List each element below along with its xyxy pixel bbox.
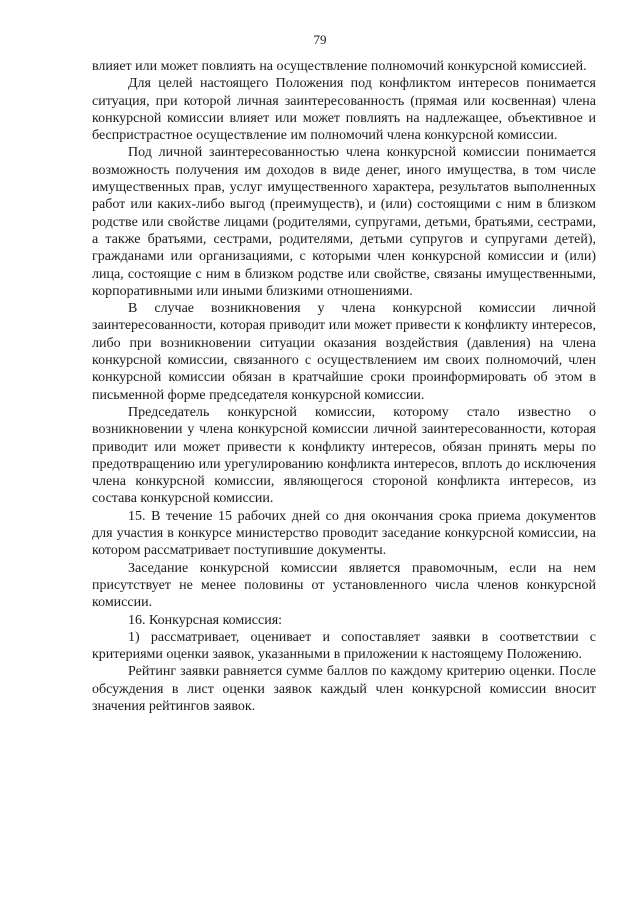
paragraph-rating: Рейтинг заявки равняется сумме баллов по каждому критерию оценки. После обсуждения в лист оценки заявок каждый член конкурсной комиссии вносит значения рейтингов заявок.: [92, 664, 596, 714]
paragraph-notification-duty: В случае возникновения у члена конкурсной комиссии личной заинтересованности, которая приводит или может привести к конфликту интересов, либо при возникновении ситуации оказания воздействия (давления) на члена конкурсной комиссии, связанного с осуществлением им своих полномочий, член конкурсной комиссии обязан в кратчайшие сроки проинформировать об этом в письменной форме председателя конкурсной комиссии.: [92, 301, 596, 403]
paragraph-conflict-definition: Для целей настоящего Положения под конфликтом интересов понимается ситуация, при которой личная заинтересованность (прямая или косвенная) члена конкурсной комиссии влияет или может повлиять на надлежащее, объективное и беспристрастное осуществление им полномочий члена конкурсной комиссии.: [92, 76, 596, 144]
body-text: [92, 58, 596, 715]
paragraph-continuation: влияет или может повлиять на осуществление полномочий конкурсной комиссией.: [92, 59, 587, 74]
page-number: 79: [313, 32, 327, 47]
paragraph-item-16-1: 1) рассматривает, оценивает и сопоставляет заявки в соответствии с критериями оценки заявок, указанными в приложении к настоящему Положению.: [92, 629, 596, 663]
paragraph-personal-interest: Под личной заинтересованностью члена конкурсной комиссии понимается возможность получения им доходов в виде денег, иного имущества, в том числе имущественных прав, услуг имущественного характера, результатов выполненных работ или каких-либо выгод (преимуществ), и (или) состоящими с ним в близком родстве или свойстве лицами (родителями, супругами, детьми, братьями, сестрами, а также братьями, сестрами, родителями, детьми супругов и супругами детей), гражданами или организациями, с которыми член конкурсной комиссии и (или) лица, состоящие с ним в близком родстве или свойстве, связаны имущественными, корпоративными или иными близкими отношениями.: [92, 145, 596, 299]
paragraph-chairman-measures: Председатель конкурсной комиссии, которому стало известно о возникновении у члена конкурсной комиссии личной заинтересованности, которая приводит или может привести к конфликту интересов, обязан принять меры по предотвращению или урегулированию конфликта интересов, вплоть до исключения члена конкурсной комиссии, являющегося стороной конфликта интересов, из состава конкурсной комиссии.: [92, 404, 596, 507]
paragraph-item-16: 16. Конкурсная комиссия:: [128, 612, 283, 628]
paragraph-item-15: 15. В течение 15 рабочих дней со дня окончания срока приема документов для участия в конкурсе министерство проводит заседание конкурсной комиссии, на котором рассматривает поступившие документы.: [92, 508, 596, 559]
paragraph-quorum: Заседание конкурсной комиссии является правомочным, если на нем присутствует не менее половины от установленного числа членов конкурсной комиссии.: [92, 560, 596, 611]
